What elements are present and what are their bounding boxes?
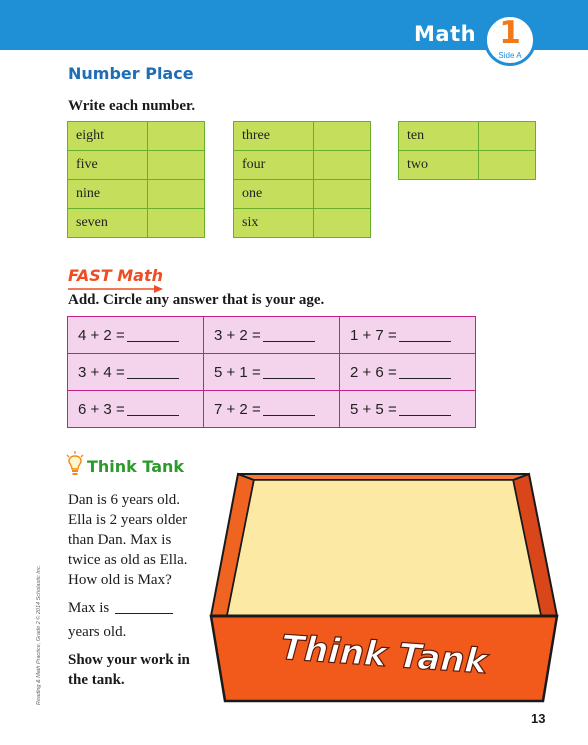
- table-row: [234, 122, 371, 151]
- answer-blank[interactable]: [127, 414, 179, 416]
- addition-problem[interactable]: [340, 354, 476, 391]
- fast-math-instruction: Add. Circle any answer that is your age.: [68, 292, 325, 308]
- addition-problem[interactable]: [204, 354, 340, 391]
- number-word: seven: [68, 209, 148, 238]
- answer-cell[interactable]: [314, 122, 371, 151]
- table-row: [68, 391, 476, 428]
- problem-text: 7 + 2 =: [214, 400, 261, 418]
- number-place-title: Number Place: [68, 64, 194, 83]
- problem-text: 5 + 1 =: [214, 363, 261, 381]
- table-row: [234, 151, 371, 180]
- table-row: [68, 209, 205, 238]
- answer-prefix: Max is: [68, 600, 110, 616]
- number-word: four: [234, 151, 314, 180]
- table-row: [399, 122, 536, 151]
- answer-cell[interactable]: [479, 151, 536, 180]
- table-row: [68, 180, 205, 209]
- fast-math-title: FAST Math: [68, 266, 164, 285]
- answer-blank[interactable]: [399, 377, 451, 379]
- answer-cell[interactable]: [148, 151, 205, 180]
- problem-text: 4 + 2 =: [78, 326, 125, 344]
- answer-cell[interactable]: [314, 151, 371, 180]
- answer-blank[interactable]: [115, 612, 173, 614]
- addition-problem[interactable]: [340, 391, 476, 428]
- number-word: one: [234, 180, 314, 209]
- lightbulb-icon: [66, 451, 84, 477]
- answer-blank[interactable]: [263, 377, 315, 379]
- answer-suffix: years old.: [68, 624, 127, 640]
- show-work-instruction: Show your work in the tank.: [68, 652, 190, 688]
- number-word: eight: [68, 122, 148, 151]
- number-word: five: [68, 151, 148, 180]
- answer-cell[interactable]: [314, 209, 371, 238]
- page-title: Math: [414, 22, 477, 46]
- addition-problem[interactable]: [340, 317, 476, 354]
- problem-text: 3 + 2 =: [214, 326, 261, 344]
- addition-problem[interactable]: [204, 391, 340, 428]
- think-tank-box[interactable]: [206, 470, 562, 705]
- answer-line-row: [68, 598, 173, 618]
- answer-cell[interactable]: [314, 180, 371, 209]
- lesson-badge: [484, 14, 536, 66]
- table-row: [68, 151, 205, 180]
- table-row: [68, 317, 476, 354]
- addition-table: [67, 316, 476, 428]
- answer-blank[interactable]: [127, 377, 179, 379]
- table-row: [68, 122, 205, 151]
- answer-blank[interactable]: [263, 340, 315, 342]
- answer-blank[interactable]: [399, 340, 451, 342]
- word-problem: Dan is 6 years old. Ella is 2 years older than Dan. Max is twice as old as Ella. How old is Max?: [68, 492, 188, 588]
- copyright-note: Reading & Math Practice, Grade 2 © 2014 Scholastic Inc.: [36, 564, 42, 705]
- lesson-side: Side A: [498, 51, 522, 60]
- addition-problem[interactable]: [204, 317, 340, 354]
- number-word: nine: [68, 180, 148, 209]
- number-table-2: [233, 121, 371, 238]
- number-place-instruction: Write each number.: [68, 98, 196, 114]
- addition-problem[interactable]: [68, 391, 204, 428]
- number-table-3: [398, 121, 536, 180]
- number-word: ten: [399, 122, 479, 151]
- number-word: three: [234, 122, 314, 151]
- problem-text: 5 + 5 =: [350, 400, 397, 418]
- page-number: 13: [531, 711, 546, 726]
- problem-text: 3 + 4 =: [78, 363, 125, 381]
- addition-problem[interactable]: [68, 317, 204, 354]
- answer-cell[interactable]: [148, 180, 205, 209]
- lesson-number: 1: [499, 15, 521, 51]
- problem-text: 2 + 6 =: [350, 363, 397, 381]
- table-row: [68, 354, 476, 391]
- tank-label: Think Tank: [279, 627, 489, 683]
- table-row: [399, 151, 536, 180]
- problem-text: 6 + 3 =: [78, 400, 125, 418]
- answer-cell[interactable]: [148, 122, 205, 151]
- number-word: six: [234, 209, 314, 238]
- problem-text: 1 + 7 =: [350, 326, 397, 344]
- answer-blank[interactable]: [127, 340, 179, 342]
- table-row: [234, 209, 371, 238]
- number-table-1: [67, 121, 205, 238]
- table-row: [234, 180, 371, 209]
- answer-cell[interactable]: [148, 209, 205, 238]
- think-tank-title: Think Tank: [87, 457, 185, 476]
- number-word: two: [399, 151, 479, 180]
- answer-blank[interactable]: [263, 414, 315, 416]
- answer-cell[interactable]: [479, 122, 536, 151]
- answer-blank[interactable]: [399, 414, 451, 416]
- addition-problem[interactable]: [68, 354, 204, 391]
